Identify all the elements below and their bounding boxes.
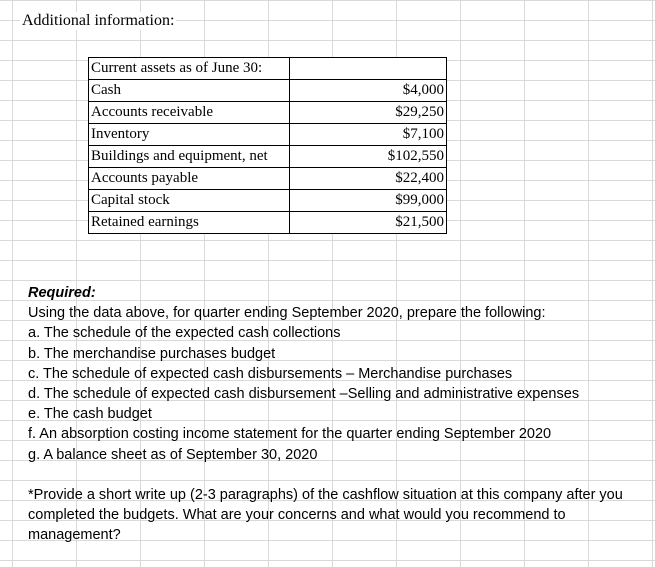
required-item-g: g. A balance sheet as of September 30, 2020 — [28, 446, 318, 463]
row-value-buildings: $102,550 — [290, 146, 447, 168]
table-row — [89, 80, 447, 102]
required-item-f: f. An absorption costing income statement for the quarter ending September 2020 — [28, 426, 552, 443]
required-item-c: c. The schedule of expected cash disbursements – Merchandise purchases — [28, 365, 513, 382]
table-header-row — [89, 58, 447, 80]
table-row — [89, 168, 447, 190]
row-value-accounts-receivable: $29,250 — [290, 102, 447, 124]
row-value-capital-stock: $99,000 — [290, 190, 447, 212]
row-label-cash: Cash — [89, 80, 290, 102]
writeup-note: *Provide a short write up (2-3 paragraphs) of the cashflow situation at this company after you completed the budgets. What are your concerns and what would you recommend to management? — [28, 487, 623, 544]
row-label-inventory: Inventory — [89, 124, 290, 146]
required-section — [28, 283, 648, 465]
required-item-d: d. The schedule of expected cash disbursement –Selling and administrative expenses — [28, 386, 580, 403]
table-header: Current assets as of June 30: — [89, 58, 290, 80]
row-value-inventory: $7,100 — [290, 124, 447, 146]
table-header-blank — [290, 58, 447, 80]
required-heading: Required: — [28, 285, 96, 301]
table-row — [89, 124, 447, 146]
row-label-capital-stock: Capital stock — [89, 190, 290, 212]
required-item-a: a. The schedule of the expected cash collections — [28, 325, 341, 342]
required-intro: Using the data above, for quarter ending September 2020, prepare the following: — [28, 305, 546, 322]
table-row — [89, 146, 447, 168]
row-label-retained-earnings: Retained earnings — [89, 212, 290, 234]
required-item-b: b. The merchandise purchases budget — [28, 345, 276, 362]
row-value-retained-earnings: $21,500 — [290, 212, 447, 234]
section-title: Additional information: — [22, 12, 175, 29]
row-label-buildings: Buildings and equipment, net — [89, 146, 290, 168]
required-item-e: e. The cash budget — [28, 406, 152, 423]
table-row — [89, 102, 447, 124]
row-label-accounts-receivable: Accounts receivable — [89, 102, 290, 124]
table-row — [89, 190, 447, 212]
table-row — [89, 212, 447, 234]
row-value-cash: $4,000 — [290, 80, 447, 102]
row-value-accounts-payable: $22,400 — [290, 168, 447, 190]
current-assets-table — [88, 57, 447, 234]
row-label-accounts-payable: Accounts payable — [89, 168, 290, 190]
